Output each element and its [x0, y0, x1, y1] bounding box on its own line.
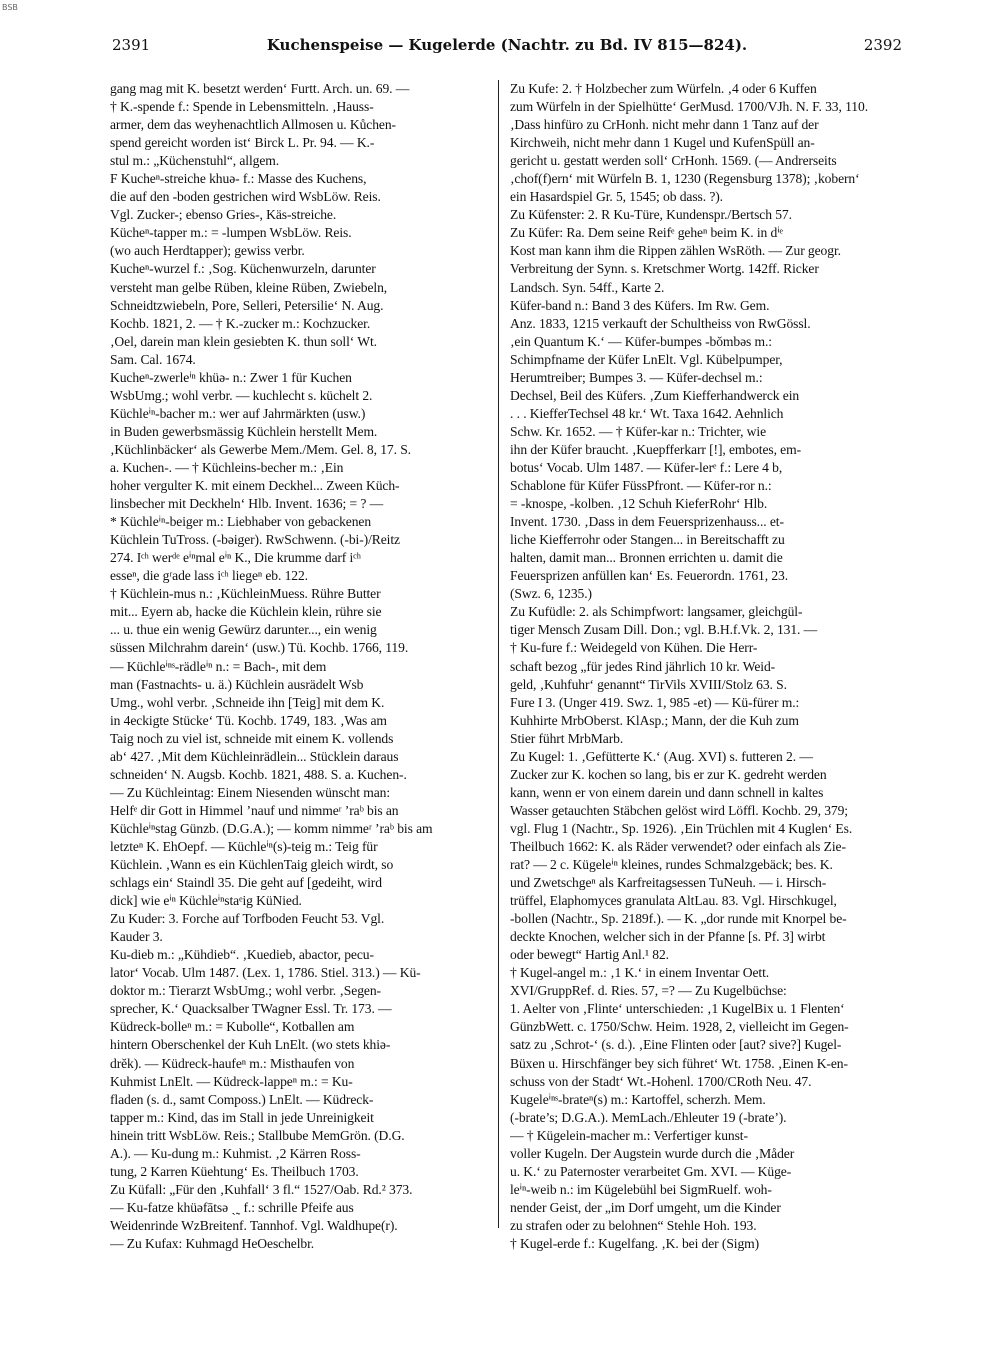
text-line: Küchleⁱⁿ-bacher m.: wer auf Jahrmärkten (usw.) [110, 405, 366, 421]
text-line: doktor m.: Tierarzt WsbUmg.; wohl verbr. ‚Segen- [110, 983, 381, 999]
text-line: vgl. Flug 1 (Nachtr., Sp. 1926). ‚Ein Trüchlen mit 4 Kuglen‘ Es. [510, 820, 853, 836]
text-line: zu strafen oder zu belohnen“ Stehle Hoh. 193. [510, 1217, 757, 1233]
text-line: — Küchleⁱⁿˢ-rädleⁱⁿ n.: = Bach-, mit dem [110, 658, 327, 674]
text-line: kann, wenn er von einem darein und dann schnell in kaltes [510, 784, 824, 800]
text-line: a. Kuchen-. — † Küchleins-becher m.: ‚Ein [110, 459, 344, 475]
text-line: ‚ein Quantum K.‘ — Küfer-bumpes -bŏmbəs m.: [510, 333, 772, 349]
left-column [110, 80, 498, 1253]
text-line: schuss von der Stadt‘ Wt.-Hohenl. 1700/CRoth Neu. 47. [510, 1073, 812, 1089]
text-line: . . . KiefferTechsel 48 kr.‘ Wt. Taxa 1642. Aehnlich [510, 405, 784, 421]
text-line: Schw. Kr. 1652. — † Küfer-kar n.: Trichter, wie [510, 423, 766, 439]
text-line: tung, 2 Karren Küehtung‘ Es. Theilbuch 1703. [110, 1163, 359, 1179]
text-line: ‚Küchlinbäcker‘ als Gewerbe Mem./Mem. Gel. 8, 17. S. [110, 441, 411, 457]
text-line: Kauder 3. [110, 929, 163, 945]
text-line: lator‘ Vocab. Ulm 1487. (Lex. 1, 1786. Stiel. 313.) — Kü- [110, 965, 421, 981]
text-line: schlags ein‘ Staindl 35. Die geht auf [gedeiht, wird [110, 875, 382, 891]
text-line: die auf den -boden gestrichen wird WsbLöw. Reis. [110, 189, 381, 205]
text-line: Dechsel, Beil des Küfers. ‚Zum Kiefferhandwerck ein [510, 387, 800, 403]
text-line: deckte Knochen, welcher sich in der Pfanne [s. Pf. 3] wirbt [510, 929, 826, 945]
text-line: geld, ‚Kuhfuhr‘ genannt“ TirVils XVIII/Stolz 63. S. [510, 676, 787, 692]
text-line: ihn der Küfer braucht. ‚Kuepfferkarr [!], embotes, em- [510, 441, 802, 457]
text-line: u. K.‘ zu Paternoster verarbeitet Gm. XVI. — Küge- [510, 1163, 792, 1179]
text-line: in Buden gewerbsmässig Küchlein herstellt Mem. [110, 423, 378, 439]
page-number-right: 2392 [863, 36, 902, 54]
text-line: Kucheⁿ-wurzel f.: ‚Sog. Küchenwurzeln, darunter [110, 261, 376, 277]
text-line: Zu Küfer: Ra. Dem seine Reifᵉ geheⁿ beim K. in dⁱᵉ [510, 225, 783, 241]
text-line: letzteⁿ K. EhOepf. — Küchleⁱⁿ(s)-teig m.: Teig für [110, 838, 378, 854]
text-line: Küchleⁱⁿstag Günzb. (D.G.A.); — komm nimmeʳ ’raᵇ bis am [110, 820, 433, 836]
text-line: (Swz. 6, 1235.) [510, 586, 592, 602]
text-line: und Zwetschgeⁿ als Karfreitagsessen TuNeuh. — i. Hirsch- [510, 875, 827, 891]
text-line: — † Kügelein-macher m.: Verfertiger kunst- [510, 1127, 748, 1143]
text-line: Kücheⁿ-tapper m.: = -lumpen WsbLöw. Reis. [110, 225, 352, 241]
running-title: Kuchenspeise — Kugelerde (Nachtr. zu Bd. IV 815—824). [266, 36, 748, 54]
text-line: Feuersprizen anfüllen kan‘ Es. Feuerordn. 1761, 23. [510, 568, 789, 584]
text-line: Zu Kuder: 3. Forche auf Torfboden Feucht 53. Vgl. [110, 911, 385, 927]
text-line: satz zu ‚Schrot-‘ (s. d.). ‚Eine Flinten oder [aut? sive?] Kugel- [510, 1037, 842, 1053]
text-line: man (Fastnachts- u. ä.) Küchlein ausrädelt Wsb [110, 676, 364, 692]
text-line: ‚chof(f)ern‘ mit Würfeln B. 1, 1230 (Regensburg 1378); ‚kobern‘ [510, 171, 860, 187]
text-line: mit... Eyern ab, hacke die Küchlein klein, rühre sie [110, 604, 382, 620]
text-line: (wo auch Herdtapper); gewiss verbr. [110, 243, 305, 259]
text-line: Kost man kann ihm die Rippen zählen WsRöth. — Zur geogr. [510, 243, 841, 259]
text-line: † Ku-fure f.: Weidegeld von Kühen. Die Herr- [510, 640, 758, 656]
text-line: WsbUmg.; wohl verbr. — kuchlecht s. küchelt 2. [110, 387, 373, 403]
text-line: -bollen (Nachtr., Sp. 2189f.). — K. „dor runde mit Knorpel be- [510, 911, 847, 927]
text-line: rat? — 2 c. Kügeleⁱⁿ kleines, rundes Schmalzgebäck; bes. K. [510, 857, 833, 873]
column-divider [498, 80, 499, 1228]
text-line: Ku-dieb m.: „Kühdieb“. ‚Kuedieb, abactor, pecu- [110, 947, 374, 963]
text-line: drĕk). — Küdreck-haufeⁿ m.: Misthaufen von [110, 1055, 355, 1071]
text-line: — Zu Kufax: Kuhmagd HeOeschelbr. [110, 1236, 315, 1251]
text-line: 274. Iᶜʰ werᵈᵉ eⁱⁿmal eⁱⁿ K., Die krumme darf iᶜʰ [110, 550, 361, 566]
text-line: halten, damit man... Bronnen errichten u. damit die [510, 550, 783, 566]
text-line: zum Würfeln in der Spielhütte‘ GerMusd. 1700/VJh. N. F. 33, 110. [510, 99, 868, 115]
text-line: esseⁿ, die gʳade lass iᶜʰ liegeⁿ eb. 122. [110, 568, 308, 584]
text-line: botus‘ Vocab. Ulm 1487. — Küfer-lerᵉ f.: Lere 4 b, [510, 459, 783, 475]
text-line: XVI/GruppRef. d. Ries. 57, =? — Zu Kugelbüchse: [510, 983, 787, 999]
text-line: dick] wie eⁱⁿ Küchleⁱⁿstaᵉig KüNied. [110, 893, 302, 909]
text-line: † K.-spende f.: Spende in Lebensmitteln. ‚Hauss- [110, 99, 374, 115]
text-line: Schablone für Küfer FüssPfront. — Küfer-ror n.: [510, 478, 772, 494]
text-line: Kucheⁿ-zwerleⁱⁿ khüə- n.: Zwer 1 für Kuchen [110, 369, 352, 385]
text-line: Schneidtzwiebeln, Pore, Selleri, Petersilie‘ N. Aug. [110, 297, 384, 313]
text-line: Vgl. Zucker-; ebenso Gries-, Käs-streiche. [110, 207, 337, 223]
text-line: Zu Küfenster: 2. R Ku-Türe, Kundenspr./Bertsch 57. [510, 207, 792, 223]
text-line: = -knospe, -kolben. ‚12 Schuh KieferRohr‘ Hlb. [510, 496, 768, 512]
text-line: Wasser getauchten Stäbchen gelöst wird Löffl. Kochb. 29, 379; [510, 802, 848, 818]
text-line: † Kugel-angel m.: ‚1 K.‘ in einem Inventar Oett. [510, 965, 770, 981]
text-line: Kirchweih, nicht mehr dann 1 Kugel und KufenSpüll an- [510, 135, 815, 151]
text-line: Landsch. Syn. 54ff., Karte 2. [510, 279, 665, 295]
text-line: † Küchlein-mus n.: ‚KüchleinMuess. Rühre Butter [110, 586, 381, 602]
text-line: ‚Oel, darein man klein gesiebten K. thun soll‘ Wt. [110, 333, 377, 349]
text-line: Küdreck-bolleⁿ m.: = Kubolle“, Kotballen am [110, 1019, 355, 1035]
text-line: Helfᵉ dir Gott in Himmel ’nauf und nimmeʳ ’raᵇ bis an [110, 802, 399, 818]
text-line: Zu Küfall: „Für den ‚Kuhfall‘ 3 fl.“ 1527/Oab. Rd.² 373. [110, 1181, 413, 1197]
text-line: Kuhhirte MrbOberst. KlAsp.; Mann, der die Kuh zum [510, 712, 799, 728]
text-line: armer, dem das weyhenachtlich Allmosen u. Kůchen- [110, 117, 396, 133]
text-line: Sam. Cal. 1674. [110, 351, 196, 367]
text-line: * Küchleⁱⁿ-beiger m.: Liebhaber von gebackenen [110, 514, 372, 530]
text-line: Anz. 1833, 1215 verkauft der Schultheiss von RwGössl. [510, 315, 811, 331]
text-line: ... u. thue ein wenig Gewürz darunter..., ein wenig [110, 622, 377, 638]
text-line: liche Kiefferrohr oder Stangen... in Bereitschafft zu [510, 532, 785, 548]
text-line: in 4eckigte Stücke‘ Tü. Kochb. 1749, 183. ‚Was am [110, 712, 387, 728]
text-line: gang mag mit K. besetzt werden‘ Furtt. Arch. un. 69. — [110, 81, 410, 96]
text-line: gericht u. gestatt werden soll‘ CrHonh. 1569. (— Andrerseits [510, 153, 837, 169]
text-line: Fure I 3. (Unger 419. Swz. 1, 985 -et) — Kü-fürer m.: [510, 694, 800, 710]
text-line: hoher vergulter K. mit einem Deckhel... Zween Küch- [110, 478, 400, 494]
text-line: nender Geist, der „im Dorf umgeht, um die Kinder [510, 1199, 781, 1215]
text-line: stul m.: „Küchenstuhl“, allgem. [110, 153, 280, 169]
text-line: A.). — Ku-dung m.: Kuhmist. ‚2 Kärren Ross- [110, 1145, 361, 1161]
text-line: Zu Kufe: 2. † Holzbecher zum Würfeln. ‚4 oder 6 Kuffen [510, 81, 817, 96]
text-line: Küchlein. ‚Wann es ein KüchlenTaig gleich wirdt, so [110, 857, 394, 873]
text-line: Herumtreiber; Bumpes 3. — Küfer-dechsel m.: [510, 369, 763, 385]
text-line: Kuhmist LnElt. — Küdreck-lappeⁿ m.: = Ku- [110, 1073, 353, 1089]
text-line: ‚Dass hinfüro zu CrHonh. nicht mehr dann 1 Tanz auf der [510, 117, 819, 133]
page-number-left: 2391 [112, 36, 151, 54]
text-line: Invent. 1730. ‚Dass in dem Feuersprizenhauss... et- [510, 514, 784, 530]
text-line: GünzbWett. c. 1750/Schw. Heim. 1928, 2, vielleicht im Gegen- [510, 1019, 849, 1035]
text-line: tiger Mensch Zusam Dill. Don.; vgl. B.H.f.Vk. 2, 131. — [510, 622, 818, 638]
text-line: leⁱⁿ-weib n.: im Kügelebühl bei SigmRuelf. woh- [510, 1181, 772, 1197]
text-line: Kugeleⁱⁿˢ-brateⁿ(s) m.: Kartoffel, scherzh. Mem. [510, 1091, 766, 1107]
text-line: Küfer-band n.: Band 3 des Küfers. Im Rw. Gem. [510, 297, 770, 313]
text-line: trüffel, Elaphomyces granulata AltLau. 83. Vgl. Hirschkugel, [510, 893, 837, 909]
text-line: schaft bezog „für jedes Rind jährlich 10 kr. Weid- [510, 658, 776, 674]
text-line: Kochb. 1821, 2. — † K.-zucker m.: Kochzucker. [110, 315, 371, 331]
right-column [510, 80, 902, 1253]
text-line: ein Hasardspiel Gr. 5, 1545; ob dass. ?). [510, 189, 723, 205]
text-line: süssen Milchrahm darein‘ (usw.) Tü. Kochb. 1766, 119. [110, 640, 409, 656]
text-line: Stier führt MrbMarb. [510, 730, 624, 746]
text-line: Theilbuch 1662: K. als Räder verwendet? oder einfach als Zie- [510, 838, 846, 854]
text-line: linsbecher mit Deckheln‘ Hlb. Invent. 1636; = ? — [110, 496, 384, 512]
text-line: Umg., wohl verbr. ‚Schneide ihn [Teig] mit dem K. [110, 694, 385, 710]
text-line: — Ku-fatze khüəfātsə ˏ˷ f.: schrille Pfeife aus [110, 1199, 354, 1215]
text-line: Zu Kufüdle: 2. als Schimpfwort: langsamer, gleichgül- [510, 604, 803, 620]
text-line: Schimpfname der Küfer LnElt. Vgl. Kübelpumper, [510, 351, 783, 367]
text-line: tapper m.: Kind, das im Stall in jede Unreinigkeit [110, 1109, 374, 1125]
text-line: † Kugel-erde f.: Kugelfang. ‚K. bei der (Sigm) [510, 1236, 760, 1251]
page-header [112, 36, 902, 58]
text-line: Büxen u. Hirschfänger bey sich führet‘ Wt. 1758. ‚Einen K-en- [510, 1055, 848, 1071]
text-line: Küchlein TuTross. (-bəiger). RwSchwenn. (-bi-)/Reitz [110, 532, 400, 548]
library-stamp: BSB [2, 3, 18, 12]
text-line: Zu Kugel: 1. ‚Gefütterte K.‘ (Aug. XVI) s. futteren 2. — [510, 748, 813, 764]
text-line: sprecher, K.‘ Quacksalber TWagner Essl. Tr. 173. — [110, 1001, 392, 1017]
text-line: ab‘ 427. ‚Mit dem Küchleinrädlein... Stücklein daraus [110, 748, 399, 764]
text-line: Taig noch zu viel ist, schneide mit einem K. vollends [110, 730, 394, 746]
text-line: — Zu Küchleintag: Einem Niesenden wünscht man: [110, 784, 391, 800]
text-line: versteht man gelbe Rüben, kleine Rüben, Zwiebeln, [110, 279, 388, 295]
text-line: hintern Oberschenkel der Kuh LnElt. (wo stets khiə- [110, 1037, 391, 1053]
text-line: Verbreitung der Synn. s. Kretschmer Wortg. 142ff. Ricker [510, 261, 819, 277]
text-line: hinein tritt WsbLöw. Reis.; Stallbube MemGrön. (D.G. [110, 1127, 405, 1143]
text-line: Weidenrinde WzBreitenf. Tannhof. Vgl. Waldhupe(r). [110, 1217, 398, 1233]
text-line: oder bewegt“ Hartig Anl.¹ 82. [510, 947, 669, 963]
text-line: voller Kugeln. Der Augstein wurde durch die ‚Måder [510, 1145, 795, 1161]
text-line: F Kucheⁿ-streiche khuə- f.: Masse des Kuchens, [110, 171, 367, 187]
text-line: 1. Aelter von ‚Flinte‘ unterschieden: ‚1 KugelBix u. 1 Flenten‘ [510, 1001, 845, 1017]
text-line: Zucker zur K. kochen so lang, bis er zur K. gedreht werden [510, 766, 827, 782]
text-line: (-brate’s; D.G.A.). MemLach./Ehleuter 19 (-brate’). [510, 1109, 787, 1125]
text-line: spend gereicht worden ist‘ Birck L. Pr. 94. — K.- [110, 135, 375, 151]
text-line: schneiden‘ N. Augsb. Kochb. 1821, 488. S. a. Kuchen-. [110, 766, 407, 782]
text-line: fladen (s. d., samt Composs.) LnElt. — Küdreck- [110, 1091, 374, 1107]
